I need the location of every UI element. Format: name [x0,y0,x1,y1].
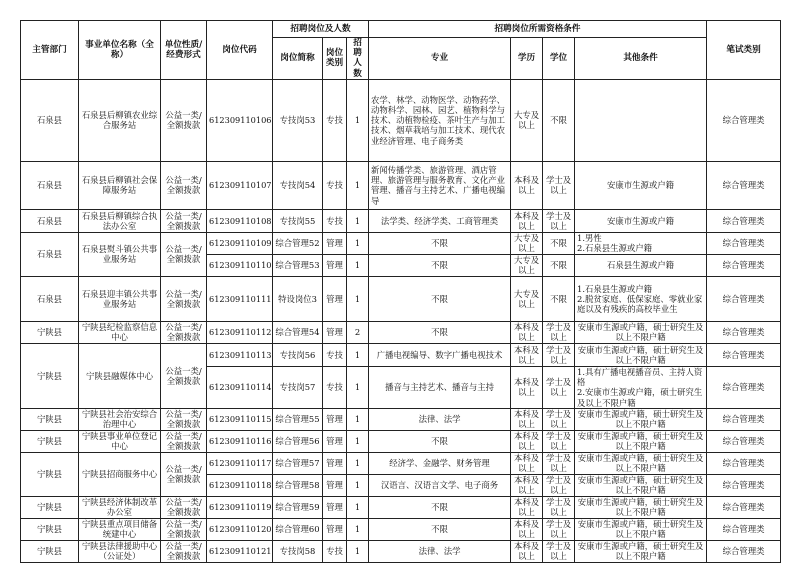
num-cell: 1 [347,540,369,562]
degree-cell: 学士及以上 [543,161,575,209]
header-row-1 [21,21,781,38]
code-cell: 612309110110 [207,254,273,276]
table-row [21,408,781,430]
num-cell: 1 [347,474,369,496]
edu-cell: 本科及以上 [511,343,543,366]
num-cell: 1 [347,161,369,209]
header-group-post: 招聘岗位及人数 [273,21,369,38]
degree-cell: 学士及以上 [543,430,575,452]
nature-cell: 公益一类/全额拨款 [161,161,207,209]
nature-cell: 公益一类/全额拨款 [161,343,207,408]
edu-cell: 本科及以上 [511,474,543,496]
code-cell: 612309110117 [207,452,273,474]
header-other: 其他条件 [575,38,707,80]
degree-cell: 学士及以上 [543,496,575,518]
post-cell: 综合管理52 [273,232,323,254]
degree-cell: 学士及以上 [543,408,575,430]
dept-cell: 石泉县 [21,209,79,232]
edu-cell: 本科及以上 [511,209,543,232]
unit-cell: 宁陕县重点项目储备统建中心 [79,518,161,540]
degree-cell: 不限 [543,232,575,254]
exam-cell: 综合管理类 [707,232,781,254]
nature-cell: 公益一类/全额拨款 [161,452,207,496]
other-cell: 1.石泉县生源或户籍 2.脱贫家庭、低保家庭、零就业家庭以及有残疾的高校毕业生 [575,276,707,321]
degree-cell: 学士及以上 [543,366,575,408]
table-row [21,321,781,343]
nature-cell: 公益一类/全额拨款 [161,496,207,518]
other-cell: 安康市生源或户籍 [575,209,707,232]
num-cell: 1 [347,408,369,430]
exam-cell: 综合管理类 [707,474,781,496]
unit-cell: 石泉县后柳镇综合执法办公室 [79,209,161,232]
num-cell: 1 [347,366,369,408]
degree-cell: 学士及以上 [543,321,575,343]
exam-cell: 综合管理类 [707,408,781,430]
exam-cell: 综合管理类 [707,430,781,452]
edu-cell: 本科及以上 [511,408,543,430]
header-degree: 学位 [543,38,575,80]
code-cell: 612309110116 [207,430,273,452]
exam-cell: 综合管理类 [707,452,781,474]
post-cell: 综合管理60 [273,518,323,540]
code-cell: 612309110111 [207,276,273,321]
num-cell: 1 [347,343,369,366]
cat-cell: 专技 [323,79,347,161]
table-row [21,496,781,518]
num-cell: 1 [347,209,369,232]
edu-cell: 本科及以上 [511,452,543,474]
cat-cell: 专技 [323,540,347,562]
unit-cell: 石泉县熨斗镇公共事业服务站 [79,232,161,276]
dept-cell: 宁陕县 [21,408,79,430]
major-cell: 不限 [369,254,511,276]
edu-cell: 本科及以上 [511,518,543,540]
dept-cell: 石泉县 [21,161,79,209]
nature-cell: 公益一类/全额拨款 [161,276,207,321]
major-cell: 法律、法学 [369,408,511,430]
dept-cell: 宁陕县 [21,452,79,496]
major-cell: 不限 [369,430,511,452]
code-cell: 612309110107 [207,161,273,209]
exam-cell: 综合管理类 [707,496,781,518]
recruitment-table [20,20,781,563]
dept-cell: 宁陕县 [21,430,79,452]
other-cell: 安康市生源或户籍，硕士研究生及以上不限户籍 [575,408,707,430]
other-cell: 安康市生源或户籍 [575,161,707,209]
header-major: 专业 [369,38,511,80]
degree-cell: 学士及以上 [543,518,575,540]
post-cell: 综合管理55 [273,408,323,430]
unit-cell: 宁陕县经济体制改革办公室 [79,496,161,518]
other-cell: 安康市生源或户籍，硕士研究生及以上不限户籍 [575,430,707,452]
post-cell: 综合管理58 [273,474,323,496]
cat-cell: 管理 [323,321,347,343]
exam-cell: 综合管理类 [707,343,781,366]
exam-cell: 综合管理类 [707,321,781,343]
major-cell: 不限 [369,496,511,518]
table-row [21,232,781,254]
degree-cell: 学士及以上 [543,452,575,474]
major-cell: 新闻传播学类、旅游管理、酒店管理、旅游管理与服务教育、文化产业管理、播音与主持艺术、广播电视编导 [369,161,511,209]
cat-cell: 专技 [323,161,347,209]
cat-cell: 管理 [323,474,347,496]
header-group-req: 招聘岗位所需资格条件 [369,21,707,38]
major-cell: 汉语言、汉语言文学、电子商务 [369,474,511,496]
major-cell: 不限 [369,232,511,254]
other-cell: 1.具有广播电视播音员、主持人资格 2.安康市生源或户籍，硕士研究生及以上不限户籍 [575,366,707,408]
dept-cell: 石泉县 [21,276,79,321]
nature-cell: 公益一类/全额拨款 [161,209,207,232]
dept-cell: 宁陕县 [21,540,79,562]
edu-cell: 大专及以上 [511,254,543,276]
code-cell: 612309110118 [207,474,273,496]
post-cell: 综合管理57 [273,452,323,474]
nature-cell: 公益一类/全额拨款 [161,518,207,540]
degree-cell: 不限 [543,254,575,276]
table-row [21,161,781,209]
code-cell: 612309110108 [207,209,273,232]
exam-cell: 综合管理类 [707,518,781,540]
code-cell: 612309110106 [207,79,273,161]
dept-cell: 宁陕县 [21,343,79,408]
header-nature: 单位性质/ 经费形式 [161,21,207,80]
table-row [21,276,781,321]
post-cell: 专技岗57 [273,366,323,408]
code-cell: 612309110119 [207,496,273,518]
edu-cell: 本科及以上 [511,430,543,452]
table-row [21,518,781,540]
other-cell: 安康市生源或户籍，硕士研究生及以上不限户籍 [575,540,707,562]
degree-cell: 学士及以上 [543,343,575,366]
post-cell: 综合管理56 [273,430,323,452]
num-cell: 1 [347,430,369,452]
code-cell: 612309110113 [207,343,273,366]
code-cell: 612309110109 [207,232,273,254]
nature-cell: 公益一类/全额拨款 [161,79,207,161]
major-cell: 法律、法学 [369,540,511,562]
major-cell: 不限 [369,321,511,343]
dept-cell: 石泉县 [21,79,79,161]
table-row [21,540,781,562]
other-cell: 安康市生源或户籍，硕士研究生及以上不限户籍 [575,343,707,366]
edu-cell: 大专及以上 [511,79,543,161]
dept-cell: 石泉县 [21,232,79,276]
post-cell: 综合管理59 [273,496,323,518]
cat-cell: 管理 [323,408,347,430]
degree-cell: 学士及以上 [543,540,575,562]
nature-cell: 公益一类/全额拨款 [161,232,207,276]
major-cell: 不限 [369,518,511,540]
code-cell: 612309110112 [207,321,273,343]
num-cell: 1 [347,79,369,161]
other-cell [575,79,707,161]
major-cell: 不限 [369,276,511,321]
nature-cell: 公益一类/全额拨款 [161,430,207,452]
other-cell: 安康市生源或户籍，硕士研究生及以上不限户籍 [575,321,707,343]
unit-cell: 石泉县后柳镇农业综合服务站 [79,79,161,161]
post-cell: 综合管理54 [273,321,323,343]
cat-cell: 管理 [323,496,347,518]
nature-cell: 公益一类/全额拨款 [161,408,207,430]
header-count: 招聘 人数 [347,38,369,80]
other-cell: 安康市生源或户籍，硕士研究生及以上不限户籍 [575,496,707,518]
cat-cell: 管理 [323,232,347,254]
other-cell: 石泉县生源或户籍 [575,254,707,276]
degree-cell: 不限 [543,79,575,161]
nature-cell: 公益一类/全额拨款 [161,321,207,343]
edu-cell: 大专及以上 [511,276,543,321]
major-cell: 法学类、经济学类、工商管理类 [369,209,511,232]
exam-cell: 综合管理类 [707,276,781,321]
edu-cell: 大专及以上 [511,232,543,254]
major-cell: 广播电视编导、数字广播电视技术 [369,343,511,366]
num-cell: 1 [347,452,369,474]
unit-cell: 宁陕县融媒体中心 [79,343,161,408]
table-row [21,209,781,232]
header-edu: 学历 [511,38,543,80]
num-cell: 1 [347,518,369,540]
unit-cell: 宁陕县纪检监察信息中心 [79,321,161,343]
post-cell: 专技岗54 [273,161,323,209]
table-row [21,452,781,474]
exam-cell: 综合管理类 [707,254,781,276]
num-cell: 1 [347,496,369,518]
table-row [21,343,781,366]
other-cell: 安康市生源或户籍，硕士研究生及以上不限户籍 [575,452,707,474]
cat-cell: 专技 [323,209,347,232]
unit-cell: 宁陕县社会治安综合治理中心 [79,408,161,430]
post-cell: 特设岗位3 [273,276,323,321]
dept-cell: 宁陕县 [21,496,79,518]
header-exam: 笔试类别 [707,21,781,80]
num-cell: 1 [347,276,369,321]
cat-cell: 专技 [323,366,347,408]
code-cell: 612309110114 [207,366,273,408]
code-cell: 612309110121 [207,540,273,562]
header-unit: 事业单位名称（全称） [79,21,161,80]
post-cell: 专技岗56 [273,343,323,366]
exam-cell: 综合管理类 [707,540,781,562]
post-cell: 专技岗53 [273,79,323,161]
code-cell: 612309110120 [207,518,273,540]
code-cell: 612309110115 [207,408,273,430]
cat-cell: 管理 [323,452,347,474]
nature-cell: 公益一类/全额拨款 [161,540,207,562]
dept-cell: 宁陕县 [21,518,79,540]
unit-cell: 石泉县后柳镇社会保障服务站 [79,161,161,209]
cat-cell: 管理 [323,430,347,452]
post-cell: 综合管理53 [273,254,323,276]
other-cell: 1.男性 2.石泉县生源或户籍 [575,232,707,254]
major-cell: 经济学、金融学、财务管理 [369,452,511,474]
edu-cell: 本科及以上 [511,540,543,562]
unit-cell: 宁陕县法律援助中心（公证处） [79,540,161,562]
exam-cell: 综合管理类 [707,366,781,408]
exam-cell: 综合管理类 [707,161,781,209]
unit-cell: 宁陕县招商服务中心 [79,452,161,496]
unit-cell: 石泉县迎丰镇公共事业服务站 [79,276,161,321]
cat-cell: 管理 [323,254,347,276]
edu-cell: 本科及以上 [511,321,543,343]
header-post-name: 岗位简称 [273,38,323,80]
post-cell: 专技岗55 [273,209,323,232]
other-cell: 安康市生源或户籍，硕士研究生及以上不限户籍 [575,474,707,496]
table-row [21,79,781,161]
exam-cell: 综合管理类 [707,209,781,232]
post-cell: 专技岗58 [273,540,323,562]
header-dept: 主管部门 [21,21,79,80]
major-cell: 农学、林学、动物医学、动物药学、动物科学、园林、园艺、植物科学与技术、动植物检疫、茶叶生产与加工技术、烟草栽培与加工技术、现代农业经济管理、电子商务类 [369,79,511,161]
major-cell: 播音与主持艺术、播音与主持 [369,366,511,408]
edu-cell: 本科及以上 [511,366,543,408]
header-code: 岗位代码 [207,21,273,80]
cat-cell: 管理 [323,276,347,321]
other-cell: 安康市生源或户籍，硕士研究生及以上不限户籍 [575,518,707,540]
edu-cell: 本科及以上 [511,496,543,518]
num-cell: 2 [347,321,369,343]
degree-cell: 学士及以上 [543,209,575,232]
degree-cell: 学士及以上 [543,474,575,496]
cat-cell: 管理 [323,518,347,540]
degree-cell: 不限 [543,276,575,321]
unit-cell: 宁陕县事业单位登记中心 [79,430,161,452]
exam-cell: 综合管理类 [707,79,781,161]
num-cell: 1 [347,232,369,254]
header-post-cat: 岗位 类别 [323,38,347,80]
cat-cell: 专技 [323,343,347,366]
num-cell: 1 [347,254,369,276]
dept-cell: 宁陕县 [21,321,79,343]
table-row [21,430,781,452]
recruitment-table-page [20,20,780,563]
edu-cell: 本科及以上 [511,161,543,209]
